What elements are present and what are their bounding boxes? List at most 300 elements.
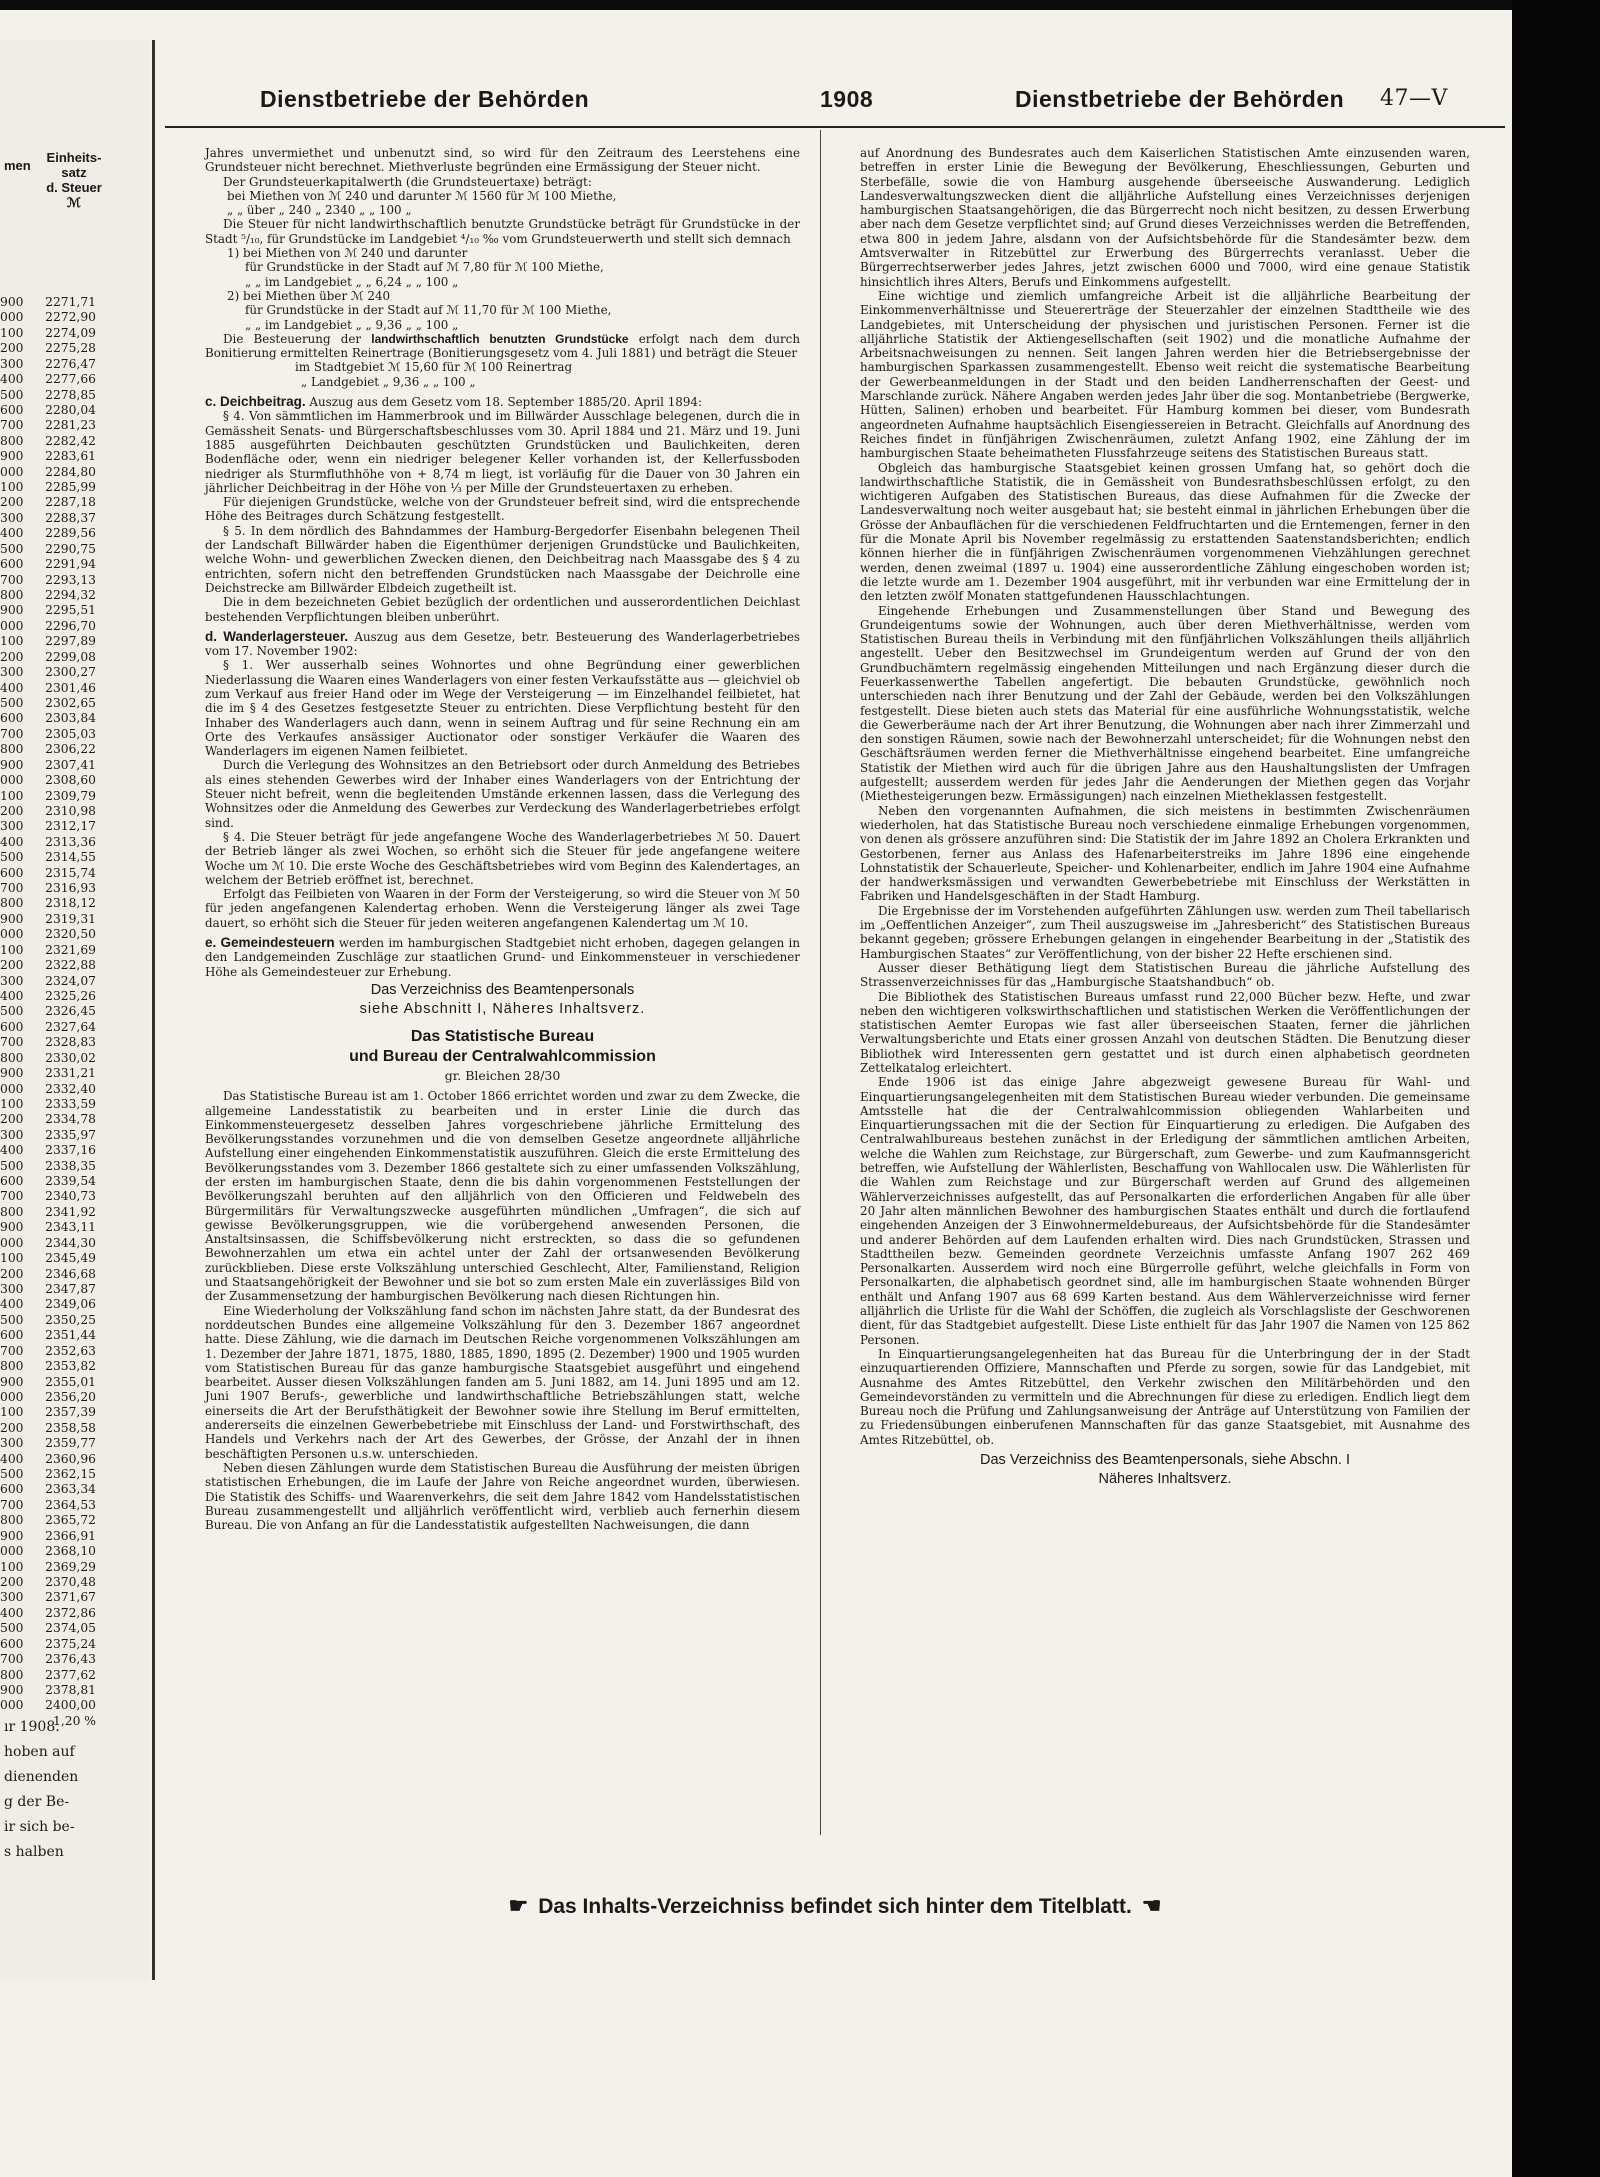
- strip-table-row: [0, 573, 150, 588]
- paragraph: für Grundstücke in der Stadt auf ℳ 11,70 für ℳ 100 Miethe,: [245, 303, 612, 318]
- strip-cell-count: 300: [0, 1127, 24, 1142]
- strip-cell-rate: 2293,13: [45, 572, 96, 587]
- strip-cell-rate: 2376,43: [45, 1652, 96, 1667]
- strip-cell-rate: 2325,26: [45, 988, 96, 1003]
- section-title: Deichbeitrag.: [220, 394, 306, 410]
- strip-table-row: [0, 1560, 150, 1575]
- strip-cell-rate: 2374,05: [45, 1621, 96, 1636]
- paragraph: § 1. Wer ausserhalb seines Wohnortes und ohne Begründung einer gewerblichen Niederlassung die Waaren eines Wanderlagers von einer festen Verkaufsstätte aus — gleichviel ob zum Verkauf aus freier Hand oder im Wege der Versteigerung — im Einzelhandel feilbietet, hat die im § 4 des Gesetzes festgesetzte Steuer zu entrichten. Diese Verpflichtung besteht für den Inhaber des Wanderlagers auch dann, wenn in seinem Auftrag und für seine Rechnung ein am Orte des Verkaufes ansässiger Auctionator oder sonstiger Verkäufer die Waaren des Wanderlagers im eigenen Namen feilbietet.: [205, 658, 800, 759]
- strip-cell-rate: 2318,12: [45, 896, 96, 911]
- strip-cell-count: 800: [0, 1204, 24, 1219]
- section-c: [205, 395, 800, 409]
- strip-cell-rate: 2327,64: [45, 1019, 96, 1034]
- strip-cell-count: 900: [0, 757, 24, 772]
- strip-col-b-head: Einheits- satz d. Steuer ℳ: [46, 150, 102, 210]
- strip-cell-rate: 2297,89: [45, 634, 96, 649]
- strip-table-row: [0, 1606, 150, 1621]
- strip-cell-count: 900: [0, 1528, 24, 1543]
- strip-table-row: [0, 341, 150, 356]
- strip-cell-count: 900: [0, 449, 24, 464]
- paragraph: Erfolgt das Feilbieten von Waaren in der Form der Versteigerung, so wird die Steuer von ℳ 50 für jeden angefangenen Kalendertag erhoben. Wenn die Versteigerung länger als zwei Tage dauert, so erhöht sich die Steuer für jeden weiteren angefangenen Kalendertag um ℳ 10.: [205, 887, 800, 930]
- right-column: [860, 146, 1470, 1493]
- header-year: 1908: [820, 86, 874, 112]
- strip-cell-rate: 1,20 %: [53, 1713, 96, 1728]
- strip-cell-count: 300: [0, 973, 24, 988]
- strip-cell-count: 900: [0, 1066, 24, 1081]
- strip-table-row: [0, 603, 150, 618]
- footer-notice: [165, 1893, 1505, 1919]
- personnel-reference: Das Verzeichniss des Beamtenpersonals: [370, 981, 635, 998]
- strip-table-row: [0, 943, 150, 958]
- strip-cell-count: 200: [0, 803, 24, 818]
- strip-cell-rate: 2277,66: [45, 372, 96, 387]
- strip-table-row: [0, 1421, 150, 1436]
- paragraph: Eine wichtige und ziemlich umfangreiche Arbeit ist die alljährliche Bearbeitung der Einkommenverhältnisse und Steuererträge der Steuerzahler der einzelnen Stadttheile wie des Landgebietes, mit Unterscheidung der physischen und juristischen Personen. Ferner ist die alljährliche Statistik der Aktiengesellschaften (seit 1902) und die monatliche Aufnahme der Arbeitsnachweisungen zu nennen. Seit langen Jahren werden hier die Betriebsergebnisse der hamburgischen Sparkassen zusammengestellt. Ebenso weit reicht die systematische Bearbeitung der Gewerbeanmeldungen in der Stadt und den beiden Landherrenschaften der Geest- und Marschlande zurück. Nähere Angaben werden jedes Jahr über die sog. Montanbetriebe (Bergwerke, Hütten, Salinen) erhoben und bearbeitet. Für Hamburg kommen bei dieser, vom Bundesrath angeordneten Aufnahme hauptsächlich Eisengiessereien in Betracht. Gleichfalls auf Anordnung des Reiches findet in fünfjährigen Zwischenräumen, zuletzt Anfang 1902, eine Zählung der im hamburgischen Staate beheimatheten Flussfahrzeuge seitens des Statistischen Bureaus statt.: [860, 288, 1470, 461]
- strip-cell-rate: 2319,31: [45, 911, 96, 926]
- strip-cell-rate: 2362,15: [45, 1467, 96, 1482]
- strip-cell-count: 300: [0, 510, 24, 525]
- paragraph: Jahres unvermiethet und unbenutzt sind, so wird für den Zeitraum des Leerstehens eine Grundsteuer nicht berechnet. Miethverluste begründen eine Ermässigung der Steuer nicht.: [205, 146, 800, 175]
- strip-cell-count: 000: [0, 1544, 24, 1559]
- strip-cell-count: 600: [0, 402, 24, 417]
- strip-cell-rate: 2328,83: [45, 1035, 96, 1050]
- strip-cell-rate: 2315,74: [45, 865, 96, 880]
- strip-cell-count: 500: [0, 541, 24, 556]
- strip-cell-rate: 2313,36: [45, 834, 96, 849]
- paragraph: In Einquartierungsangelegenheiten hat das Bureau für die Unterbringung der in der Stadt einzuquartierenden Offiziere, Mannschaften und Pferde zu sorgen, sowie für das Landgebiet, mit Ausnahme des Amtes Ritzebüttel, den Verkehr zwischen den Militärbehörden und den Gemeindevorständen zu vermitteln und die Abrechnungen für diese zu erledigen. Endlich liegt dem Bureau noch die Prüfung und Zahlungsanweisung der Anträge auf Unterstützung von Familien der zu Friedensübungen einberufenen Mannschaften für das ganze Staatsgebiet, mit Ausnahme des Amtes Ritzebüttel, ob.: [860, 1346, 1470, 1447]
- strip-footer-line: ır 1908.: [4, 1719, 60, 1735]
- paragraph: § 4. Von sämmtlichen im Hammerbrook und im Billwärder Ausschlage belegenen, durch die in Gemässheit Senats- und Bürgerschaftsbeschlusses vom 30. April 1884 und 21. März und 19. Juni 1885 ausgeführten Deichbauten geschützten Grundstücken und Baulichkeiten, deren Bodenfläche oder, wenn ein niedriger belegener Keller vorhanden ist, der Kellerfussboden niedriger als Sturmfluthhöhe von + 8,74 m liegt, ist vorläufig für die Dauer von 30 Jahren ein jährlicher Deichbeitrag in der Höhe von ⅓ per Mille der Grundsteuertaxen zu erheben.: [205, 409, 800, 495]
- strip-table-row: [0, 357, 150, 372]
- strip-cell-count: 300: [0, 356, 24, 371]
- header-right-title: Dienstbetriebe der Behörden: [1015, 86, 1345, 112]
- strip-cell-rate: 2307,41: [45, 757, 96, 772]
- running-header: [165, 70, 1505, 128]
- strip-cell-rate: 2321,69: [45, 942, 96, 957]
- strip-cell-count: 000: [0, 927, 24, 942]
- strip-cell-rate: 2343,11: [45, 1220, 96, 1235]
- strip-cell-rate: 2305,03: [45, 726, 96, 741]
- strip-cell-count: 100: [0, 788, 24, 803]
- section-title: Gemeindesteuern: [220, 935, 335, 951]
- strip-cell-count: 200: [0, 958, 24, 973]
- strip-table-row: [0, 804, 150, 819]
- strip-cell-count: 600: [0, 1019, 24, 1034]
- strip-table-row: [0, 819, 150, 834]
- strip-cell-rate: 2368,10: [45, 1544, 96, 1559]
- strip-table-row: [0, 1143, 150, 1158]
- strip-table-row: [0, 866, 150, 881]
- strip-table-row: [0, 881, 150, 896]
- text-run: werden im hamburgischen Stadtgebiet nicht erhoben, dagegen gelangen in den Landgemeinden Zuschläge zur staatlichen Grund- und Einkommensteuer in verschiedener Höhe als Gemeindesteuer zur Erhebung.: [205, 936, 800, 979]
- strip-table-row: [0, 418, 150, 433]
- strip-cell-count: 600: [0, 557, 24, 572]
- strip-cell-count: 400: [0, 680, 24, 695]
- strip-cell-rate: 2347,87: [45, 1282, 96, 1296]
- footer-text: Das Inhalts-Verzeichniss befindet sich hinter dem Titelblatt.: [538, 1895, 1132, 1918]
- strip-cell-rate: 2271,71: [45, 295, 96, 309]
- strip-cell-rate: 2288,37: [45, 510, 96, 525]
- strip-cell-count: 300: [0, 1282, 24, 1296]
- strip-cell-rate: 2352,63: [45, 1343, 96, 1358]
- text-run: erfolgt nach dem durch Bonitierung ermittelten Reinertrage (Bonitierungsgesetz vom 4. Juli 1881) und beträgt die Steuer: [205, 331, 801, 361]
- strip-cell-count: 900: [0, 1682, 24, 1697]
- strip-table-row: [0, 1205, 150, 1220]
- strip-cell-count: 400: [0, 834, 24, 849]
- section-label: d.: [205, 628, 217, 644]
- strip-table-row: [0, 465, 150, 480]
- strip-cell-count: 200: [0, 341, 24, 356]
- strip-cell-count: 700: [0, 1343, 24, 1358]
- paragraph: Neben diesen Zählungen wurde dem Statistischen Bureau die Ausführung der meisten übrigen statistischen Erhebungen, die im Laufe der Jahre von Reiche angeordnet wurden, überwiesen. Die Statistik des Schiffs- und Waarenverkehrs, die seit dem Jahre 1842 vom Handelsstatistischen Bureau zusammengestellt und alljährlich veröffentlicht wird, verblieb auch fernerhin diesem Bureau. Die von Anfang an für die Landesstatistik aufgestellten Nachweisungen, die dann: [205, 1460, 800, 1533]
- strip-col-a-head: men: [4, 158, 31, 173]
- paragraph: Die Steuer für nicht landwirthschaftlich benutzte Grundstücke beträgt für Grundstücke in der Stadt ⁵/₁₀, für Grundstücke im Landgebiet ⁴/₁₀ ‰ vom Grundsteuerwerth und stellt sich demnach: [205, 217, 800, 246]
- text-run: Auszug aus dem Gesetze, betr. Besteuerung des Wanderlagerbetriebes vom 17. November 1902:: [205, 629, 801, 659]
- strip-cell-count: 700: [0, 1189, 24, 1204]
- paragraph: Ende 1906 ist das einige Jahre abgezweigt gewesene Bureau für Wahl- und Einquartierungsangelegenheiten mit dem Statistischen Bureau wieder verbunden. Die gemeinsame Amtsstelle hat die der Centralwahlcommission obliegenden Wahlarbeiten und Einquartierungssachen mit die der Section für Einquartierung zu erledigen. Die Aufgaben des Centralwahlbureaus bestehen zunächst in der Erledigung der sämmtlichen amtlichen Arbeiten, welche die Wahlen zum Reichstage, zur Bürgerschaft, zum Gewerbe- und zum Kaufmannsgericht betreffen, wie Aufstellung der Wählerlisten, Beschaffung von Wahllocalen usw. Die Wählerlisten für die Wahlen zum Reichstage und zur Bürgerschaft werden auf Grund des allgemeinen Wählerverzeichnisses aufgestellt, das auf Personalkarten die erforderlichen Angaben für alle über 20 Jahr alten männlichen Bewohner des hamburgischen Staates enthält und durch die fortlaufend eingehenden Anzeigen der 3 Einwohnermeldebureaus, der Aufsichtsbehörde für die Standesämter und anderer Behörden auf dem Laufenden erhalten wird. Dies nach Grundstücken, Strassen und Stadttheilen bezw. Gemeinden geordnete Verzeichnis umfasste Anfang 1907 262 469 Personalkarten. Ausserdem wird noch eine Bürgerrolle geführt, welche gleichfalls in Form von Personalkarten, die alphabetisch geordnet sind, alle im hamburgischen Staate wohnenden Bürger enthält und Anfang 1907 aus 68 699 Karten bestand. Aus dem Wählerverzeichnisse wird ferner alljährlich die Urliste für die Wahl der Schöffen, die zugleich als Vorschlagsliste der Geschworenen dient, für das Stadtgebiet aufgestellt. Diese Liste enthielt für das Jahr 1907 die Namen von 125 862 Personen.: [860, 1075, 1470, 1347]
- paragraph: Die Ergebnisse der im Vorstehenden aufgeführten Zählungen usw. werden zum Theil tabellarisch im „Oeffentlichen Anzeiger“, zum Theil auszugsweise im „Jahresbericht“ des Statistischen Bureaus bekannt gegeben; grössere Erhebungen gelangen in eingehender Bearbeitung in der „Statistik des Hamburgischen Staates“ zur Veröffentlichung, von der bisher 22 Hefte erschienen sind.: [860, 903, 1470, 961]
- pointing-hand-left-icon: ☚: [1141, 1893, 1162, 1918]
- strip-table-row: [0, 557, 150, 572]
- strip-cell-count: 700: [0, 726, 24, 741]
- strip-cell-rate: 2349,06: [45, 1297, 96, 1312]
- paragraph: § 5. In dem nördlich des Bahndammes der Hamburg-Bergedorfer Eisenbahn belegenen Theil der Landschaft Billwärder haben die Eigenthümer derjenigen Grundstücke und Baulichkeiten, welche Wohn- und gewerblichen Zwecken dienen, den Deichbeitrag nach Maassgabe des § 4 zu entrichten, sofern nicht den betreffenden Grundstücken nach Maassgabe der Deichrolle eine Deichstrecke am Billwärder Elbdeich zugetheilt ist.: [205, 523, 800, 595]
- strip-cell-count: 900: [0, 911, 24, 926]
- strip-cell-rate: 2371,67: [45, 1590, 96, 1605]
- paragraph: Für diejenigen Grundstücke, welche von der Grundsteuer befreit sind, wird die entsprechende Höhe des Beitrages durch Schätzung festgestellt.: [205, 495, 800, 524]
- strip-table-row: [0, 511, 150, 526]
- strip-table-row: [0, 1452, 150, 1467]
- strip-table-row: [0, 619, 150, 634]
- strip-table-row: [0, 1282, 150, 1297]
- strip-cell-rate: 2363,34: [45, 1482, 96, 1497]
- strip-table-row: [0, 1251, 150, 1266]
- strip-table-row: [0, 1513, 150, 1528]
- paragraph: bei Miethen von ℳ 240 und darunter ℳ 1560 für ℳ 100 Miethe,: [227, 188, 617, 203]
- strip-cell-count: 200: [0, 1575, 24, 1590]
- strip-cell-count: 500: [0, 695, 24, 710]
- strip-table-row: [0, 665, 150, 680]
- strip-cell-count: 100: [0, 1559, 24, 1574]
- strip-cell-count: 400: [0, 1297, 24, 1312]
- strip-table-row: [0, 1467, 150, 1482]
- strip-table-row: [0, 1359, 150, 1374]
- header-left-title: Dienstbetriebe der Behörden: [260, 86, 590, 112]
- paragraph: „ „ im Landgebiet „ „ 9,36 „ „ 100 „: [245, 317, 459, 332]
- strip-cell-rate: 2365,72: [45, 1513, 96, 1528]
- strip-table-row: [0, 1159, 150, 1174]
- strip-table-row: [0, 850, 150, 865]
- strip-cell-rate: 2290,75: [45, 541, 96, 556]
- strip-cell-count: 400: [0, 988, 24, 1003]
- strip-cell-rate: 2276,47: [45, 356, 96, 371]
- paragraph: § 4. Die Steuer beträgt für jede angefangene Woche des Wanderlagerbetriebes ℳ 50. Dauert der Betrieb länger als zwei Wochen, so erhöht sich die Steuer für jede angefangene weitere Woche um ℳ 10. Die erste Woche des Geschäftsbetriebes wird vom Beginn des Kalendertages, an welchem der Betrieb eröffnet ist, berechnet.: [205, 829, 800, 887]
- strip-cell-rate: 2341,92: [45, 1204, 96, 1219]
- strip-table-row: [0, 1004, 150, 1019]
- strip-footer-text: [4, 1715, 78, 1865]
- paragraph: 1) bei Miethen von ℳ 240 und darunter: [227, 246, 468, 261]
- strip-cell-count: 700: [0, 1652, 24, 1667]
- left-column: [205, 146, 800, 1532]
- strip-cell-count: 400: [0, 1451, 24, 1466]
- section-title: Wanderlagersteuer.: [223, 628, 349, 644]
- strip-cell-count: 000: [0, 1235, 24, 1250]
- strip-cell-count: 500: [0, 387, 24, 402]
- strip-table-row: [0, 1590, 150, 1605]
- strip-cell-count: 200: [0, 649, 24, 664]
- strip-cell-count: 800: [0, 588, 24, 603]
- strip-cell-rate: 2324,07: [45, 973, 96, 988]
- strip-cell-count: 300: [0, 665, 24, 680]
- strip-cell-count: 200: [0, 1112, 24, 1127]
- strip-table-row: [0, 1683, 150, 1698]
- strip-table-row: [0, 650, 150, 665]
- paragraph: Eingehende Erhebungen und Zusammenstellungen über Stand und Bewegung des Grundeigentums sowie der Wohnungen, auch über deren Miethverhältnisse, werden vom Statistischen Bureau theils in Verbindung mit den fünfjährlichen Volkszählungen theils alljährlich angestellt. Ueber den Besitzwechsel im Grundeigentum werden auf Grund der von den Grundbuchämtern regelmässig eingehenden Mitteilungen und nach Ergänzung dieser durch die Feuerkassenwerthe Tabellen angefertigt. Die bebauten Grundstücke, gewöhnlich noch unterschieden nach ihrer Benutzung und der Zahl der Gebäude, werden bei den Volkszählungen festgestellt. Diese bieten auch stets das Material für eine ausführliche Wohnungsstatistik, welche die Gewerberäume nach der Art ihrer Benutzung, die Wohnungen aber nach ihrer Zimmerzahl und den sonstigen Räumen, sowie nach der Bewohnerzahl unterscheidet; für die Wohnungen nebst den Geschäftsräumen werden ferner die Miethverhältnisse eingehend bearbeitet. Eine umfangreiche Statistik der Miethen wird auch für die übrigen Jahre aus den Haushaltungslisten der Umfragen aufgestellt; ausserdem werden für jedes Jahr die Aenderungen der Miethen gegen das Vorjahr (Miethesteigerungen bezw. Ermässigungen) nach einzelnen Mietheklassen festgestellt.: [860, 603, 1470, 804]
- strip-cell-count: 300: [0, 819, 24, 834]
- strip-cell-count: 600: [0, 1174, 24, 1189]
- strip-table-row: [0, 896, 150, 911]
- strip-cell-rate: 2294,32: [45, 588, 96, 603]
- strip-cell-count: 000: [0, 618, 24, 633]
- strip-table-row: [0, 634, 150, 649]
- strip-table-row: [0, 1544, 150, 1559]
- strip-table-row: [0, 1498, 150, 1513]
- strip-cell-rate: 2300,27: [45, 665, 96, 680]
- strip-cell-rate: 2377,62: [45, 1667, 96, 1682]
- strip-cell-rate: 2312,17: [45, 819, 96, 834]
- page: [165, 70, 1505, 1980]
- strip-cell-count: 700: [0, 1035, 24, 1050]
- strip-table-row: [0, 1112, 150, 1127]
- strip-cell-count: 000: [0, 1698, 24, 1713]
- gutter-rule: [152, 40, 155, 1980]
- strip-cell-count: 800: [0, 1513, 24, 1528]
- strip-cell-rate: 2350,25: [45, 1312, 96, 1327]
- paragraph: Der Grundsteuerkapitalwerth (die Grundsteuertaxe) beträgt:: [223, 174, 592, 189]
- strip-cell-count: 100: [0, 1405, 24, 1420]
- strip-cell-rate: 2344,30: [45, 1235, 96, 1250]
- strip-table-row: [0, 326, 150, 341]
- strip-cell-count: 600: [0, 1636, 24, 1651]
- strip-cell-count: 800: [0, 433, 24, 448]
- strip-cell-rate: 2322,88: [45, 958, 96, 973]
- strip-cell-rate: 2358,58: [45, 1420, 96, 1435]
- strip-cell-count: 700: [0, 881, 24, 896]
- strip-cell-count: 100: [0, 480, 24, 495]
- strip-table-row: [0, 388, 150, 403]
- strip-cell-rate: 2302,65: [45, 695, 96, 710]
- strip-cell-rate: 2338,35: [45, 1158, 96, 1173]
- strip-table-row: [0, 1297, 150, 1312]
- strip-cell-rate: 2281,23: [45, 418, 96, 433]
- strip-cell-rate: 2283,61: [45, 449, 96, 464]
- strip-cell-count: 500: [0, 1004, 24, 1019]
- strip-table-row: [0, 835, 150, 850]
- strip-cell-rate: 2309,79: [45, 788, 96, 803]
- strip-table-row: [0, 434, 150, 449]
- strip-cell-count: 000: [0, 1081, 24, 1096]
- strip-cell-rate: 2364,53: [45, 1497, 96, 1512]
- paragraph: Neben den vorgenannten Aufnahmen, die sich meistens in bestimmten Zwischenräumen wiederholen, hat das Statistische Bureau noch verschiedene einmalige Erhebungen vorgenommen, von denen als grössere anzuführen sind: Die Statistik der im Jahre 1892 an Cholera Erkrankten und Gestorbenen, ferner aus Anlass des Hafenarbeiterstreiks im Jahre 1896 eine eingehende Lohnstatistik der Schauerleute, Speicher- und Kohlenarbeiter, endlich im Jahre 1904 eine Aufnahme der handwerksmässigen und verwandten Gewerbebetriebe mit Einschluss der Werkstätten in Fabriken und Handelsgeschäften in der Stadt Hamburg.: [860, 803, 1470, 904]
- strip-cell-count: 300: [0, 1436, 24, 1451]
- strip-cell-rate: 2289,56: [45, 526, 96, 541]
- strip-table-row: [0, 1051, 150, 1066]
- personnel-reference-2: Näheres Inhaltsverz.: [1098, 1471, 1232, 1488]
- strip-cell-rate: 2282,42: [45, 433, 96, 448]
- paragraph: „ „ im Landgebiet „ „ 6,24 „ „ 100 „: [245, 274, 459, 289]
- strip-table-row: [0, 1698, 150, 1713]
- strip-cell-rate: 2280,04: [45, 402, 96, 417]
- strip-cell-rate: 2326,45: [45, 1004, 96, 1019]
- strip-cell-rate: 2275,28: [45, 341, 96, 356]
- strip-table-row: [0, 495, 150, 510]
- strip-table-row: [0, 1035, 150, 1050]
- strip-table-row: [0, 727, 150, 742]
- strip-cell-count: 100: [0, 1251, 24, 1266]
- strip-cell-rate: 2356,20: [45, 1389, 96, 1404]
- strip-cell-count: 600: [0, 1328, 24, 1343]
- bureau-heading: Das Statistische Bureau: [410, 1027, 595, 1045]
- strip-table-row: [0, 1020, 150, 1035]
- strip-table-row: [0, 989, 150, 1004]
- strip-cell-rate: 2366,91: [45, 1528, 96, 1543]
- pointing-hand-right-icon: ☛: [508, 1893, 529, 1918]
- strip-table-row: [0, 711, 150, 726]
- strip-footer-line: hoben auf: [4, 1744, 75, 1760]
- paragraph: „ Landgebiet „ 9,36 „ „ 100 „: [301, 374, 476, 389]
- strip-table-row: [0, 403, 150, 418]
- strip-cell-count: 600: [0, 1482, 24, 1497]
- strip-cell-rate: 2334,78: [45, 1112, 96, 1127]
- strip-cell-rate: 2331,21: [45, 1066, 96, 1081]
- strip-cell-rate: 2295,51: [45, 603, 96, 618]
- bureau-heading-2: und Bureau der Centralwahlcommission: [349, 1047, 656, 1065]
- strip-cell-rate: 2285,99: [45, 480, 96, 495]
- strip-cell-count: 500: [0, 850, 24, 865]
- strip-table-row: [0, 974, 150, 989]
- strip-table-row: [0, 1066, 150, 1081]
- strip-footer-line: g der Be-: [4, 1794, 70, 1810]
- strip-footer-line: dienenden: [4, 1769, 79, 1785]
- strip-cell-rate: 2287,18: [45, 495, 96, 510]
- paragraph: im Stadtgebiet ℳ 15,60 für ℳ 100 Reinertrag: [295, 360, 573, 375]
- strip-cell-rate: 2291,94: [45, 557, 96, 572]
- personnel-reference-2: siehe Abschnitt I, Näheres Inhaltsverz.: [359, 1000, 646, 1017]
- strip-cell-count: 900: [0, 295, 24, 309]
- strip-table-row: [0, 1529, 150, 1544]
- strip-cell-rate: 2339,54: [45, 1174, 96, 1189]
- strip-table-row: [0, 1174, 150, 1189]
- strip-cell-rate: 2284,80: [45, 464, 96, 479]
- bold-run: landwirthschaftlich benutzten Grundstücke: [371, 331, 629, 346]
- section-label: e.: [205, 935, 217, 951]
- strip-cell-count: 400: [0, 526, 24, 541]
- strip-table-row: [0, 1436, 150, 1451]
- strip-table-row: [0, 1390, 150, 1405]
- strip-cell-count: 700: [0, 572, 24, 587]
- strip-cell-count: 400: [0, 1605, 24, 1620]
- strip-cell-count: 800: [0, 1050, 24, 1065]
- strip-cell-rate: 2296,70: [45, 618, 96, 633]
- strip-table-row: [0, 1267, 150, 1282]
- strip-table-row: [0, 1328, 150, 1343]
- strip-cell-rate: 2333,59: [45, 1096, 96, 1111]
- paragraph: Durch die Verlegung des Wohnsitzes an den Betriebsort oder durch Anmeldung des Betriebes als eines stehenden Gewerbes wird der Inhaber eines Wanderlagers von der Entrichtung der Steuer nicht befreit, wenn die begleitenden Umstände erkennen lassen, dass die Verlegung des Wohnsitzes oder die Anmeldung des Gewerbes zur Verdeckung des Wanderlagerbetriebes erfolgt sind.: [205, 758, 800, 830]
- strip-cell-count: 900: [0, 1220, 24, 1235]
- strip-cell-rate: 2337,16: [45, 1143, 96, 1158]
- paragraph: 2) bei Miethen über ℳ 240: [227, 288, 391, 303]
- strip-table-row: [0, 1668, 150, 1683]
- strip-cell-count: 800: [0, 1359, 24, 1374]
- personnel-reference: Das Verzeichniss des Beamtenpersonals, siehe Abschn. I: [980, 1452, 1350, 1469]
- strip-cell-rate: 2332,40: [45, 1081, 96, 1096]
- text-run: Die Besteuerung der: [223, 331, 372, 346]
- strip-cell-rate: 2370,48: [45, 1575, 96, 1590]
- strip-cell-rate: 2353,82: [45, 1359, 96, 1374]
- strip-cell-rate: 2346,68: [45, 1266, 96, 1281]
- strip-cell-rate: 2299,08: [45, 649, 96, 664]
- strip-cell-rate: 2314,55: [45, 850, 96, 865]
- strip-cell-count: 700: [0, 418, 24, 433]
- strip-table-row: [0, 681, 150, 696]
- strip-cell-count: 100: [0, 942, 24, 957]
- strip-cell-count: 400: [0, 372, 24, 387]
- paragraph: Die in dem bezeichneten Gebiet bezüglich der ordentlichen und ausserordentlichen Deichlast bestehenden Verpflichtungen bleiben unberührt.: [205, 595, 800, 624]
- strip-cell-count: 700: [0, 1497, 24, 1512]
- strip-table-row: [0, 789, 150, 804]
- strip-footer-line: ir sich be-: [4, 1819, 75, 1835]
- strip-cell-count: 900: [0, 1374, 24, 1389]
- section-d: [205, 630, 800, 659]
- strip-cell-rate: 2378,81: [45, 1682, 96, 1697]
- strip-table-row: [0, 480, 150, 495]
- strip-table-row: [0, 1082, 150, 1097]
- strip-table-row: [0, 1220, 150, 1235]
- strip-cell-count: 200: [0, 495, 24, 510]
- strip-table-row: [0, 1128, 150, 1143]
- strip-cell-rate: 2310,98: [45, 803, 96, 818]
- paragraph: Das Statistische Bureau ist am 1. October 1866 errichtet worden und zwar zu dem Zwecke, die allgemeine Landesstatistik zu bearbeiten und in erster Linie die durch das Einkommensteuergesetz desselben Jahres vorgeschriebene jährliche Ermittelung des Bevölkerungsstandes vorzunehmen und die von demselben Gesetze angeordnete alljährliche Aufstellung einer eingehenden Einkommenstatistik auszuführen. Gleich die erste Ermittelung des Bevölkerungsstandes vom 3. Dezember 1866 gestaltete sich zu einer umfassenden Volkszählung, der ersten im hamburgischen Staate, denn die bis dahin vorgenommenen Feststellungen der Bevölkerungszahl beruhten auf den alljährlich von den Officieren und Feldwebeln des Bürgermilitärs für Verwaltungszwecke ausgeführten mündlichen „Umfragen“, die sich auf gewisse Bevölkerungsgruppen, wie die vorübergehend anwesenden Personen, die Anstaltsinsassen, die Schiffsbevölkerung nicht erstreckten, so dass die so gefundenen Bewohnerzahlen um etwa ein achtel unter der Zahl der ortsanwesenden Bevölkerung zurückblieben. Diese erste Volkszählung unterschied Geschlecht, Alter, Familienstand, Religion und Staatsangehörigkeit der Bewohner und sie bot so zum ersten Male ein zuverlässiges Bild von der Zusammensetzung der hamburgischen Bevölkerung nach diesen Richtungen hin.: [205, 1089, 800, 1304]
- strip-table-row: [0, 1375, 150, 1390]
- strip-cell-count: 000: [0, 464, 24, 479]
- strip-table-row: [0, 773, 150, 788]
- paragraph: Die Bibliothek des Statistischen Bureaus umfasst rund 22,000 Bücher bezw. Hefte, und zwar neben den wichtigeren volkswirthschaftlichen und statistischen Werken die Veröffentlichungen der statistischen Aemter Europas wie fast aller überseeischen Staaten, ferner die jährlichen Verwaltungsberichte und Etats einer grossen Anzahl von deutschen Städten. Die Benutzung dieser Bibliothek wird Interessenten gern gestattet und ist durch einen alphabetisch geordneten Zettelkatalog erleichtert.: [860, 989, 1470, 1075]
- strip-cell-count: 500: [0, 1467, 24, 1482]
- strip-table-row: [0, 1236, 150, 1251]
- strip-cell-rate: 2330,02: [45, 1050, 96, 1065]
- strip-cell-count: 000: [0, 310, 24, 325]
- strip-table-row: [0, 1344, 150, 1359]
- strip-cell-count: 500: [0, 1621, 24, 1636]
- strip-cell-count: 600: [0, 711, 24, 726]
- strip-table-row: [0, 542, 150, 557]
- strip-table-row: [0, 1652, 150, 1667]
- strip-table-row: [0, 958, 150, 973]
- strip-cell-count: 200: [0, 1266, 24, 1281]
- strip-cell-rate: 2357,39: [45, 1405, 96, 1420]
- bureau-address: gr. Bleichen 28/30: [444, 1067, 561, 1083]
- strip-table-row: [0, 295, 150, 310]
- strip-cell-rate: 2351,44: [45, 1328, 96, 1343]
- paragraph: Eine Wiederholung der Volkszählung fand schon im nächsten Jahre statt, da der Bundesrat des norddeutschen Bundes eine allgemeine Volkszählung für den 3. Dezember 1867 angeordnet hatte. Diese Zählung, wie die darnach im Deutschen Reiche vorgenommenen Volkszählungen am 1. Dezember der Jahre 1871, 1875, 1880, 1885, 1890, 1895 (2. Dezember) 1900 und 1905 wurden vom Statistischen Bureau für das ganze hamburgische Staatsgebiet ausgeführt und eingehend bearbeitet. Ausser diesen Volkszählungen fanden am 5. Juni 1882, am 14. Juni 1895 und am 12. Juni 1907 Berufs-, gewerbliche und landwirthschaftliche Betriebszählungen statt, welche einerseits die Art der Berufsthätigkeit der Bewohner sowie ihre Stellung im Beruf ermittelten, andererseits die einzelnen Gewerbebetriebe mit Einschluss der Land- und Forstwirthschaft, des Handels und Verkehrs nach der Art des Gewerbes, der Grösse, der Anzahl der in ihnen beschäftigten Personen u.s.w. unterschieden.: [205, 1303, 800, 1461]
- strip-cell-count: 400: [0, 1143, 24, 1158]
- strip-cell-count: 800: [0, 1667, 24, 1682]
- strip-cell-rate: 2278,85: [45, 387, 96, 402]
- page-number: 47—V: [1380, 86, 1448, 111]
- strip-cell-count: 100: [0, 325, 24, 340]
- strip-table-row: [0, 1637, 150, 1652]
- text-run: Auszug aus dem Gesetz vom 18. September 1885/20. April 1894:: [309, 395, 702, 410]
